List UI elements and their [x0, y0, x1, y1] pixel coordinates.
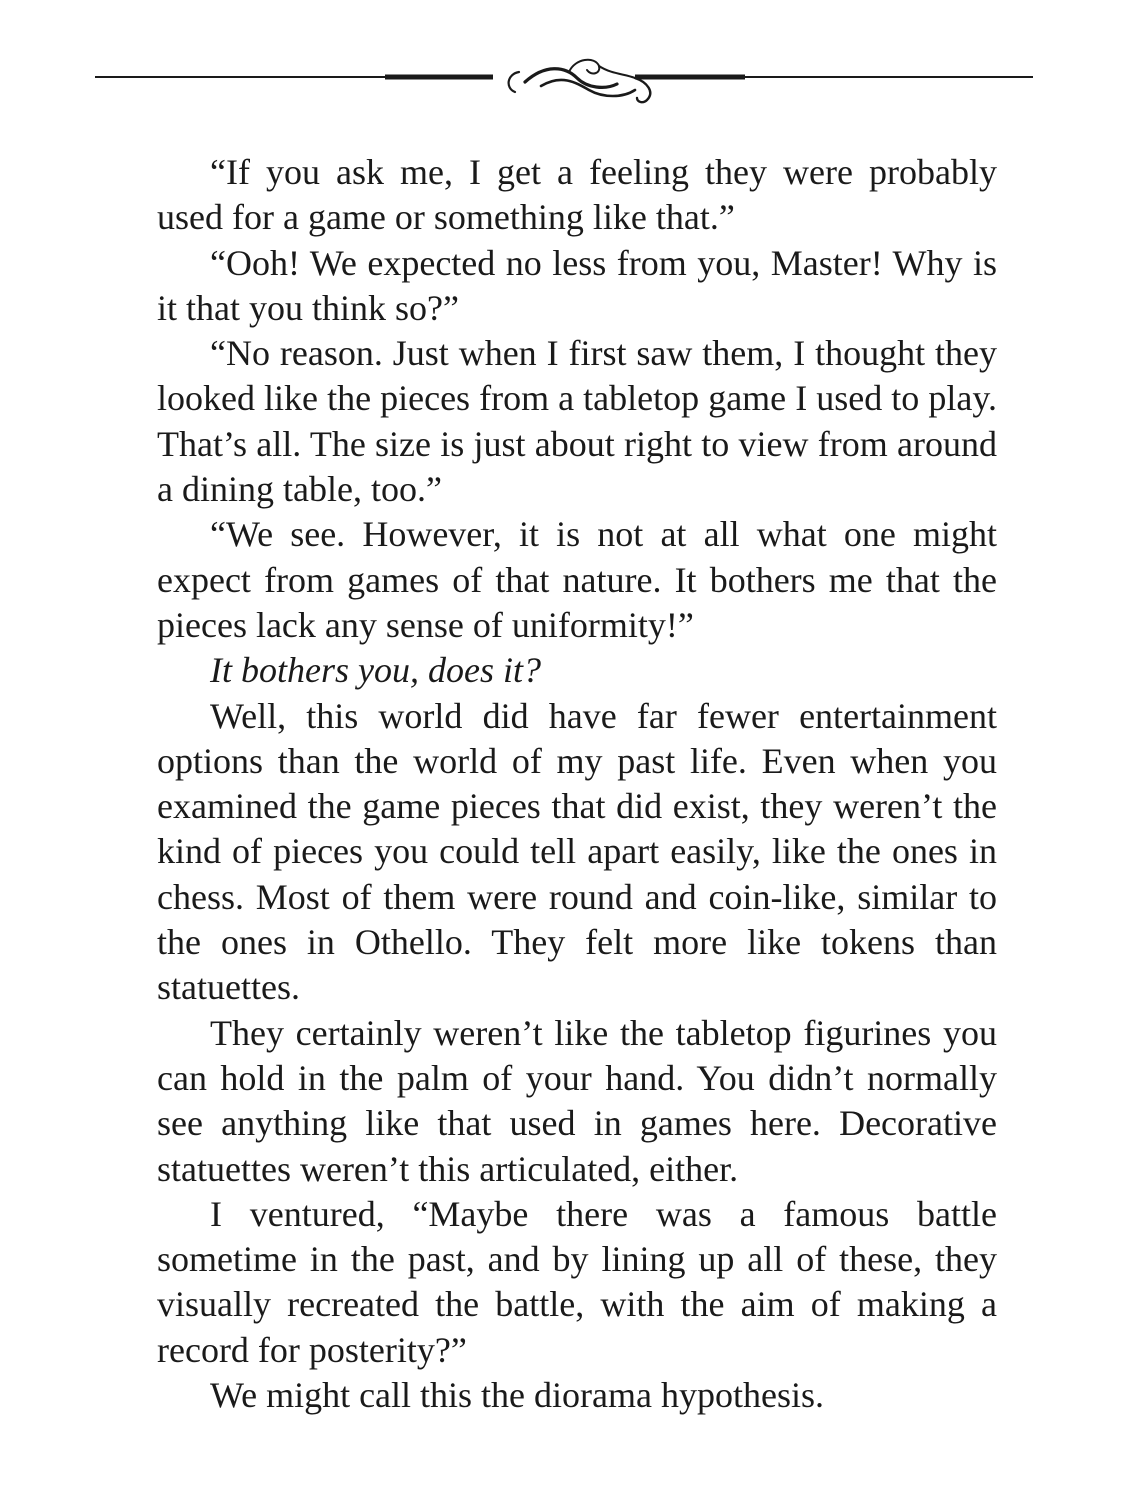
body-text — [157, 150, 997, 1418]
paragraph: We might call this the diorama hypothesis. — [210, 1375, 824, 1416]
paragraph: Well, this world did have far fewer entertainment options than the world of my past life. Even when you examined the game pieces that did exist, they weren’t the kind of pieces you could tell apart easily, like the ones in chess. Most of them were round and coin-like, similar to the ones in Othello. They felt more like tokens than statuettes. — [157, 695, 997, 1008]
flourish-divider-icon — [95, 52, 1033, 108]
paragraph: I ventured, “Maybe there was a famous battle sometime in the past, and by lining up all of these, they visually recreated the battle, with the aim of making a record for posterity?” — [157, 1193, 997, 1370]
paragraph: They certainly weren’t like the tabletop figurines you can hold in the palm of your hand. You didn’t normally see anything like that used in games here. Decorative statuettes weren’t this articulated, either. — [157, 1012, 997, 1189]
paragraph-italic-thought: It bothers you, does it? — [210, 650, 541, 691]
paragraph: “No reason. Just when I first saw them, I thought they looked like the pieces from a tabletop game I used to play. That’s all. The size is just about right to view from around a dining table, too.” — [157, 333, 997, 510]
paragraph: “We see. However, it is not at all what one might expect from games of that nature. It bothers me that the pieces lack any sense of uniformity!” — [157, 514, 997, 645]
paragraph: “If you ask me, I get a feeling they were probably used for a game or something like that.” — [157, 152, 997, 238]
paragraph: “Ooh! We expected no less from you, Master! Why is it that you think so?” — [157, 242, 997, 328]
